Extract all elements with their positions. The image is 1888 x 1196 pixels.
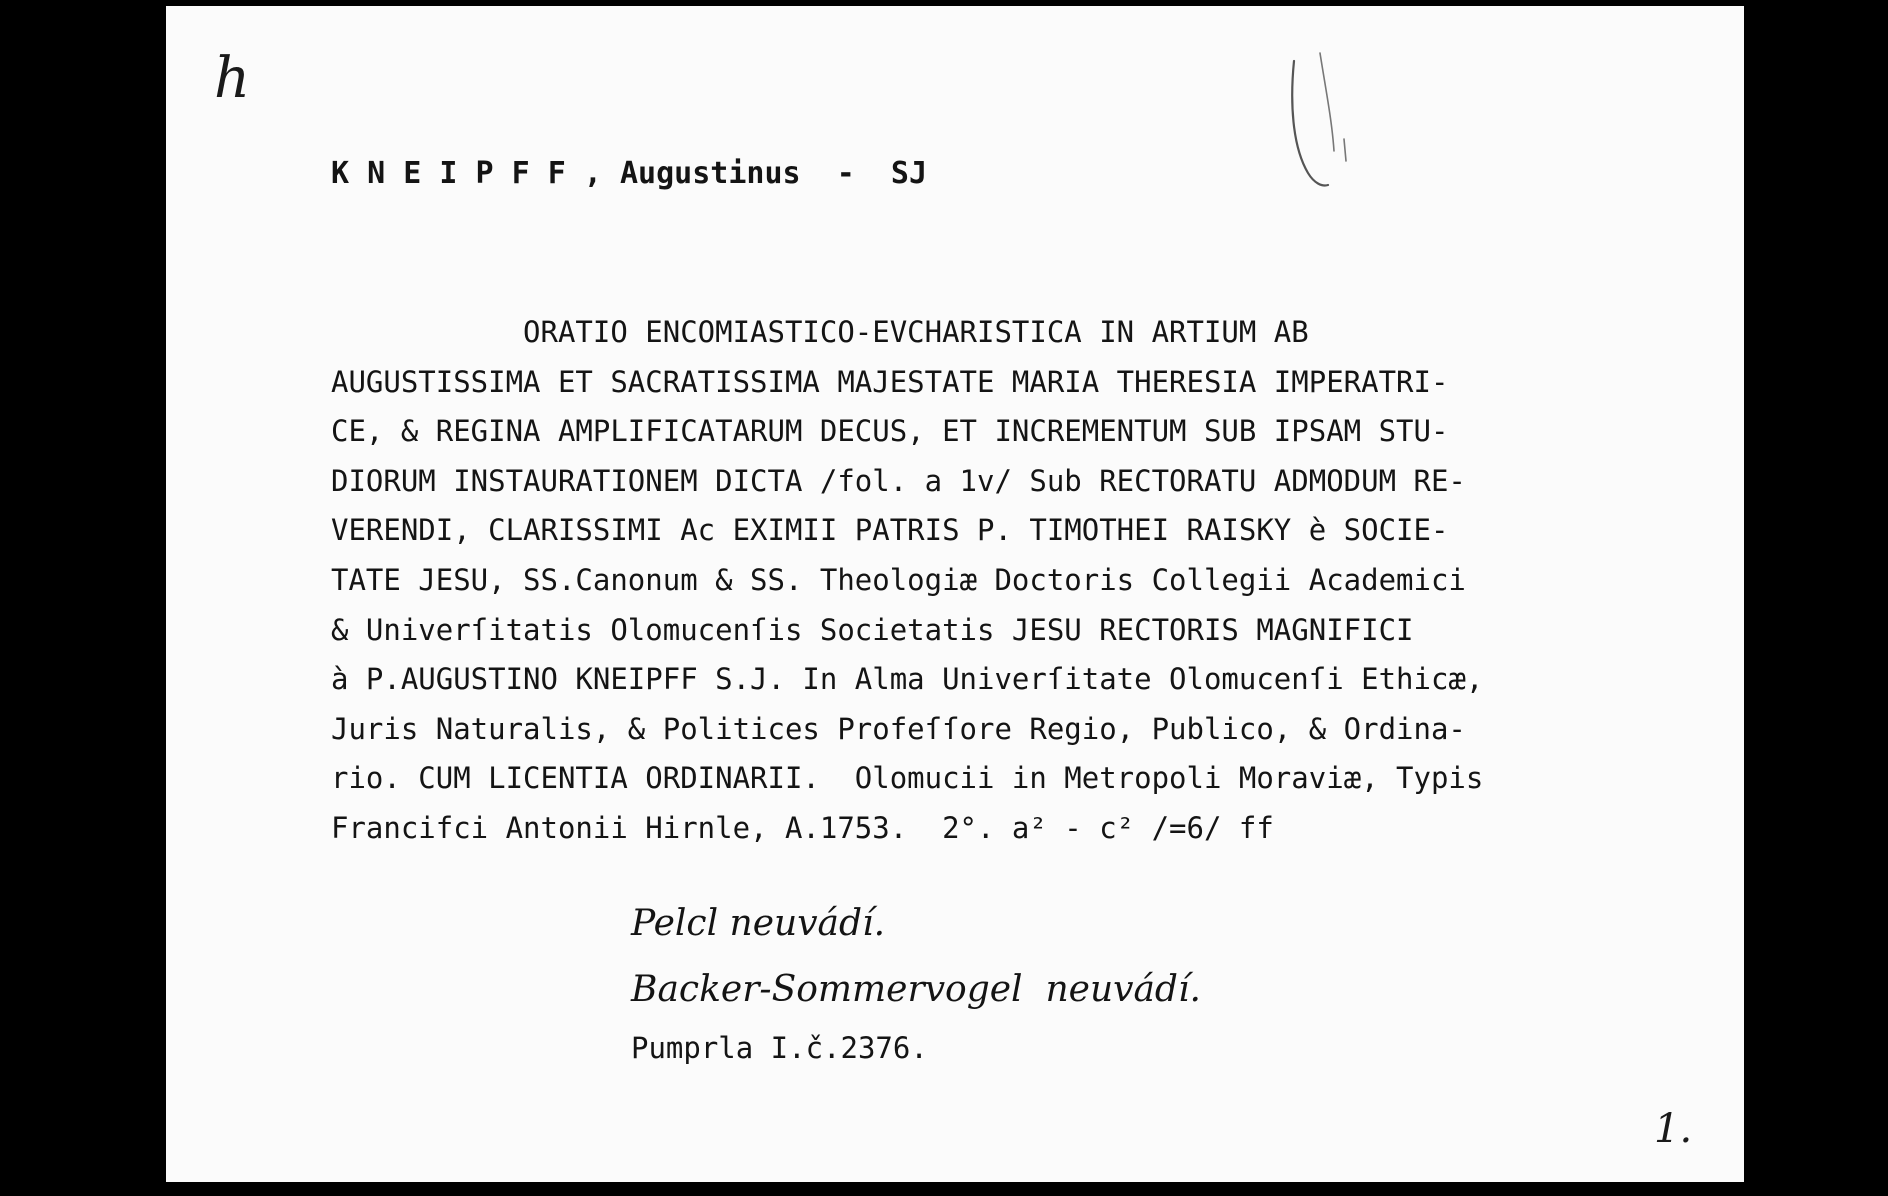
catalog-card	[166, 6, 1744, 1182]
corner-handwritten-mark: h	[214, 46, 251, 111]
description-line: Juris Naturalis, & Politices Profeſſore Regio, Publico, & Ordina-	[331, 711, 1466, 746]
description-line: CE, & REGINA AMPLIFICATARUM DECUS, ET INCREMENTUM SUB IPSAM STU-	[331, 414, 1449, 449]
pencil-stroke-mark	[1276, 51, 1356, 196]
description-line: AUGUSTISSIMA ET SACRATISSIMA MAJESTATE MARIA THERESIA IMPERATRI-	[331, 364, 1449, 399]
description-line: à P.AUGUSTINO KNEIPFF S.J. In Alma Univerſitate Olomucenſi Ethicæ,	[331, 662, 1484, 697]
description-line: VERENDI, CLARISSIMI Ac EXIMII PATRIS P. TIMOTHEI RAISKY è SOCIE-	[331, 513, 1449, 548]
title-description	[331, 308, 1741, 854]
description-line: Francifci Antonii Hirnle, A.1753. 2°. a² - c² /=6/ ff	[331, 810, 1274, 845]
description-line: DIORUM INSTAURATIONEM DICTA /fol. a 1v/ Sub RECTORATU ADMODUM RE-	[331, 463, 1466, 498]
description-line: rio. CUM LICENTIA ORDINARII. Olomucii in Metropoli Moraviæ, Typis	[331, 761, 1484, 796]
handwritten-note-pelcl: Pelcl neuvádí.	[631, 903, 886, 944]
reference-notes	[631, 891, 1201, 1065]
typed-note-pumprla: Pumprla I.č.2376.	[631, 1031, 928, 1065]
description-line: & Univerſitatis Olomucenſis Societatis JESU RECTORIS MAGNIFICI	[331, 612, 1414, 647]
page-number: 1.	[1654, 1106, 1693, 1152]
handwritten-note-backer-sommervogel: Backer-Sommervogel neuvádí.	[631, 969, 1201, 1010]
author-heading: K N E I P F F , Augustinus - SJ	[331, 156, 928, 191]
description-line: TATE JESU, SS.Canonum & SS. Theologiæ Doctoris Collegii Academici	[331, 562, 1466, 597]
description-line: ORATIO ENCOMIASTICO-EVCHARISTICA IN ARTIUM AB	[331, 315, 1309, 349]
